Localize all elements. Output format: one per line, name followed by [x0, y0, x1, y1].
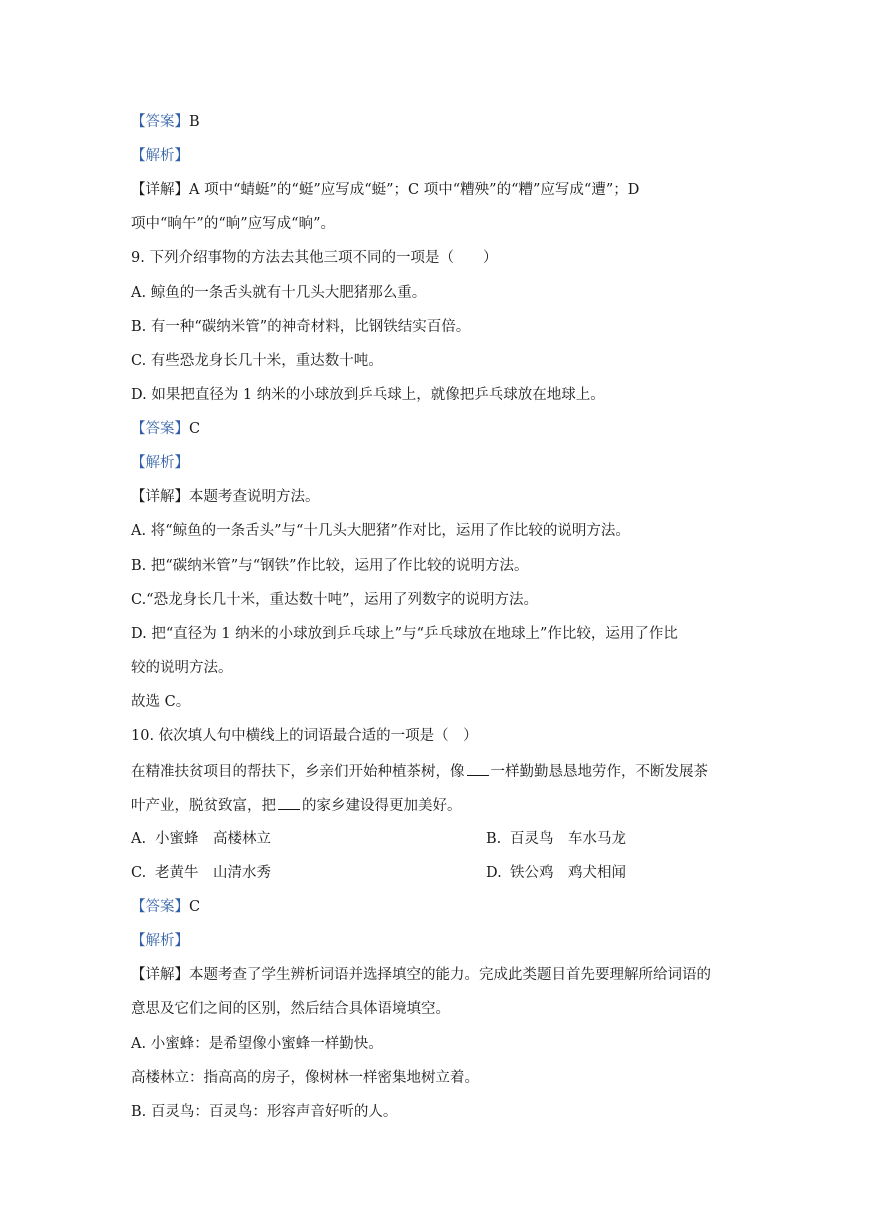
option-a — [131, 831, 271, 847]
q9-analysis — [131, 453, 749, 473]
q8-analysis — [131, 146, 749, 166]
option-b — [486, 829, 626, 849]
q8-detail-line2: 项中“晌午”的“晌”应写成“晌”。 — [131, 216, 335, 232]
analysis-tag: 【解析】 — [131, 455, 189, 471]
passage-text: 叶产业，脱贫致富，把 — [131, 798, 276, 814]
fill-blank-1 — [467, 761, 489, 776]
q10-detail-line1 — [131, 965, 749, 985]
q9-option-a: A. 鲸鱼的一条舌头就有十几头大肥猪那么重。 — [131, 285, 427, 301]
q9-explain-d-line2: 较的说明方法。 — [131, 660, 233, 676]
q9-answer — [131, 419, 749, 439]
q10-passage-line1 — [131, 761, 749, 782]
q9-explain-c: C.“恐龙身长几十米，重达数十吨”，运用了列数字的说明方法。 — [131, 592, 539, 608]
answer-value: B — [189, 114, 200, 130]
passage-text: 的家乡建设得更加美好。 — [302, 798, 462, 814]
q9-explain-d-line1: D. 把“直径为 1 纳米的小球放到乒乓球上”与“乒乓球放在地球上”作比较，运用了作比 — [131, 626, 678, 642]
q9-option-b: B. 有一种“碳纳米管”的神奇材料，比钢铁结实百倍。 — [131, 319, 471, 335]
q10-explain-a: A. 小蜜蜂：是希望像小蜜蜂一样勤快。 — [131, 1036, 383, 1052]
detail-tag: 【详解】 — [131, 182, 189, 198]
q8-answer — [131, 112, 749, 132]
q10-options-row2 — [131, 863, 749, 883]
q10-detail-line2: 意思及它们之间的区别，然后结合具体语境填空。 — [131, 1001, 450, 1017]
option-text: 百灵鸟 车水马龙 — [510, 831, 626, 847]
option-text: 老黄牛 山清水秀 — [155, 865, 271, 881]
option-c — [131, 865, 271, 881]
analysis-tag: 【解析】 — [131, 148, 189, 164]
q10-answer — [131, 897, 749, 917]
option-text: 铁公鸡 鸡犬相闻 — [510, 865, 626, 881]
q10-explain-b: B. 百灵鸟：百灵鸟：形容声音好听的人。 — [131, 1104, 398, 1120]
answer-tag: 【答案】 — [131, 114, 189, 130]
q9-option-c: C. 有些恐龙身长几十米，重达数十吨。 — [131, 353, 383, 369]
answer-tag: 【答案】 — [131, 421, 189, 437]
q9-option-d: D. 如果把直径为 1 纳米的小球放到乒乓球上，就像把乒乓球放在地球上。 — [131, 387, 605, 403]
detail-text: A 项中“蜻蜓”的“蜓”应写成“蜓”；C 项中“糟殃”的“糟”应写成“遭”；D — [189, 182, 640, 198]
detail-tag: 【详解】 — [131, 967, 189, 983]
q8-detail-line1 — [131, 180, 749, 200]
fill-blank-2 — [278, 795, 300, 810]
answer-value: C — [189, 899, 201, 915]
detail-text: 本题考查了学生辨析词语并选择填空的能力。完成此类题目首先要理解所给词语的 — [189, 967, 711, 983]
q9-explain-b: B. 把“碳纳米管”与“钢铁”作比较，运用了作比较的说明方法。 — [131, 558, 529, 574]
answer-value: C — [189, 421, 201, 437]
passage-text: 一样勤勤恳恳地劳作，不断发展茶 — [490, 764, 708, 780]
q9-conclusion: 故选 C。 — [131, 694, 191, 710]
q10-stem: 10. 依次填人句中横线上的词语最合适的一项是（ ） — [131, 728, 478, 744]
detail-text: 本题考查说明方法。 — [189, 489, 320, 505]
q10-analysis — [131, 931, 749, 951]
passage-text: 在精准扶贫项目的帮扶下，乡亲们开始种植茶树，像 — [131, 764, 465, 780]
detail-tag: 【详解】 — [131, 489, 189, 505]
option-d — [486, 863, 626, 883]
q10-explain-a2: 高楼林立：指高高的房子，像树林一样密集地树立着。 — [131, 1070, 479, 1086]
option-text: 小蜜蜂 高楼林立 — [155, 831, 271, 847]
analysis-tag: 【解析】 — [131, 933, 189, 949]
option-letter: C. — [131, 865, 147, 881]
q10-options-row1 — [131, 829, 749, 849]
option-letter: B. — [486, 831, 502, 847]
q9-explain-a: A. 将“鲸鱼的一条舌头”与“十几头大肥猪”作对比，运用了作比较的说明方法。 — [131, 523, 630, 539]
q9-stem: 9. 下列介绍事物的方法去其他三项不同的一项是（ ） — [131, 250, 498, 266]
answer-tag: 【答案】 — [131, 899, 189, 915]
q9-detail — [131, 487, 749, 507]
q10-passage-line2 — [131, 795, 749, 816]
option-letter: D. — [486, 865, 502, 881]
option-letter: A. — [131, 831, 147, 847]
